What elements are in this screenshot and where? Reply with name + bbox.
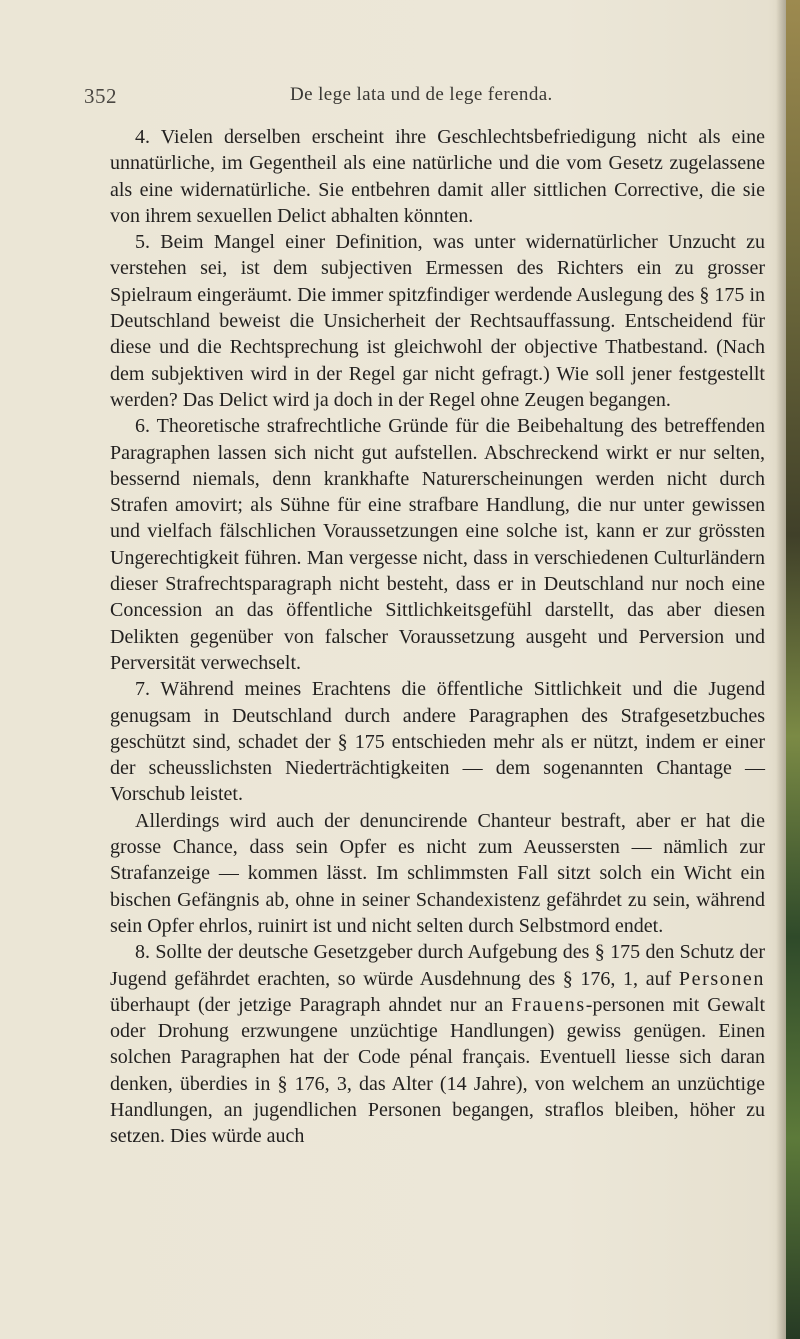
page-header — [84, 84, 764, 112]
hyphen: - — [585, 993, 593, 1016]
paragraph-8 — [110, 939, 765, 1149]
running-title: De lege lata und de lege ferenda. — [290, 84, 553, 105]
emphasis-frauens: Frauens — [511, 993, 586, 1016]
emphasis-personen: Personen — [678, 967, 765, 990]
paragraph-8-text: überhaupt (der jetzige Paragraph ahndet nur an — [110, 993, 512, 1016]
paragraph-4: 4. Vielen derselben erscheint ihre Geschlechtsbefriedigung nicht als eine unnatürliche, im Gegentheil als eine natürliche und die vom Gesetz zugelassene als eine widernatürliche. Sie entbehren damit aller sittlichen Corrective, die sie von ihrem sexuellen Delict abhalten könnten. — [110, 126, 765, 227]
page-edge-shadow — [776, 0, 786, 1339]
paragraph-5: 5. Beim Mangel einer Definition, was unter widernatürlicher Unzucht zu verstehen sei, ist dem subjectiven Ermessen des Richters ein zu grosser Spielraum eingeräumt. Die immer spitzfindiger werdende Auslegung des § 175 in Deutschland beweist die Unsicherheit der Rechtsauffassung. Entscheidend für diese und die Rechtsprechung ist gleichwohl der objective Thatbestand. (Nach dem subjektiven wird in der Regel gar nicht gefragt.) Wie soll jener festgestellt werden? Das Delict wird ja doch in der Regel ohne Zeugen begangen. — [110, 231, 765, 411]
paragraph-7: 7. Während meines Erachtens die öffentliche Sittlichkeit und die Jugend genugsam in Deutschland durch andere Paragraphen des Strafgesetzbuches geschützt sind, schadet der § 175 entschieden mehr als er nützt, indem er einer der scheusslichsten Niederträchtigkeiten — dem sogenannten Chantage — Vorschub leistet. — [110, 678, 765, 806]
page-number: 352 — [84, 84, 117, 108]
paragraph-8-text: personen mit Gewalt oder Drohung erzwungene unzüchtige Handlungen) gewiss genügen. Einen solchen Paragraphen hat der Code pénal français. Eventuell liesse sich daran denken, überdies in § 176, 3, das Alter (14 Jahre), von welchem an unzüchtige Handlungen, an jugendlichen Personen begangen, straflos bleiben, höher zu setzen. Dies würde auch — [110, 993, 766, 1148]
paragraph-7-continued: Allerdings wird auch der denuncirende Chanteur bestraft, aber er hat die grosse Chance, dass sein Opfer es nicht zum Aeussersten — nämlich zur Strafanzeige — kommen lässt. Im schlimmsten Fall sitzt solch ein Wicht ein bischen Gefängnis ab, ohne in seiner Schandexistenz gefährdet zu sein, während sein Opfer ehrlos, ruinirt ist und nicht selten durch Selbstmord endet. — [110, 809, 765, 937]
book-edge — [786, 0, 800, 1339]
paragraph-6: 6. Theoretische strafrechtliche Gründe für die Beibehaltung des betreffenden Paragraphen lassen sich nicht gut aufstellen. Abschreckend wirkt er nur selten, bessernd niemals, denn krankhafte Naturerscheinungen werden nicht durch Strafen amovirt; als Sühne für eine strafbare Handlung, die nur unter gewissen und vielfach fälschlichen Voraussetzungen eine solche ist, kann er zur grössten Ungerechtigkeit führen. Man vergesse nicht, dass in verschiedenen Culturländern dieser Strafrechtsparagraph nicht besteht, dass er in Deutschland nur noch eine Concession an das öffentliche Sittlichkeitsgefühl darstellt, das aber diesen Delikten gegenüber von falscher Voraussetzung ausgeht und Perversion und Perversität verwechselt. — [110, 415, 765, 674]
body-text — [110, 124, 765, 1150]
paragraph-8-text: 8. Sollte der deutsche Gesetzgeber durch Aufgebung des § 175 den Schutz der Jugend gefährdet erachten, so würde Ausdehnung des § 176, 1, auf — [110, 941, 765, 990]
